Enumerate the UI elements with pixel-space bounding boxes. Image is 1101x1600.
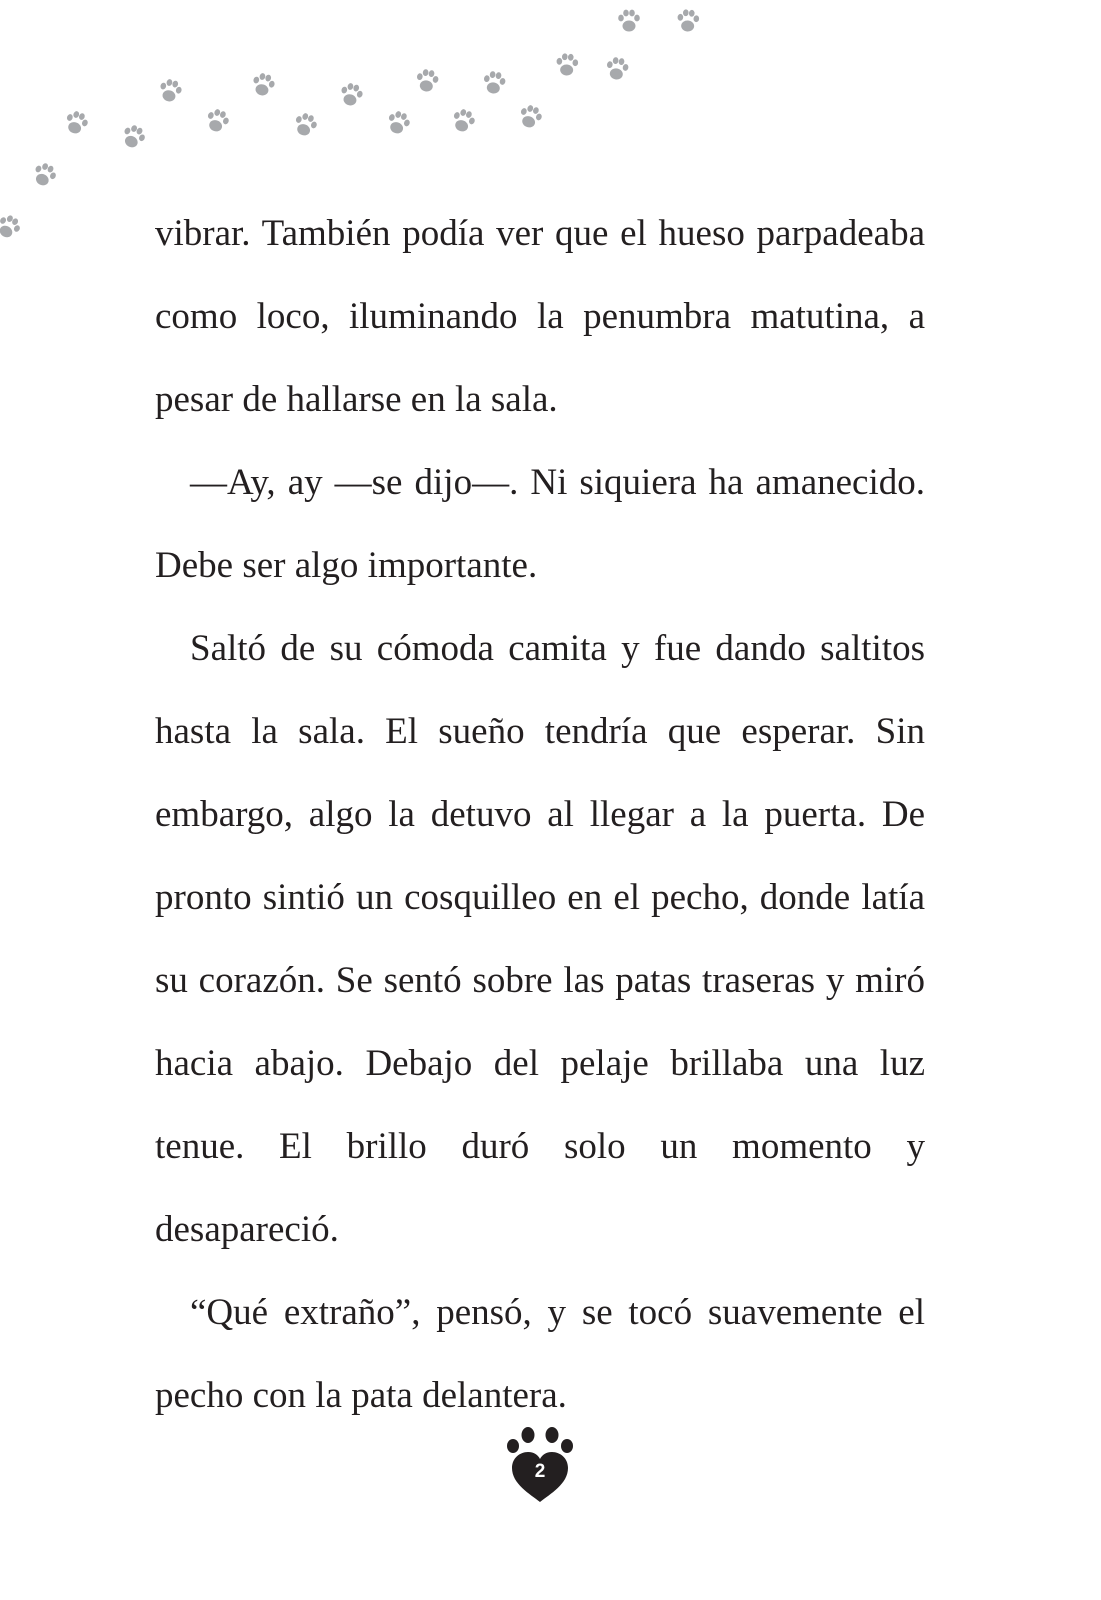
paw-print-icon — [618, 10, 640, 32]
paragraph: vibrar. También podía ver que el hueso parpadeaba como loco, iluminando la penumbra matutina, a pesar de hallarse en la sala. — [155, 213, 925, 420]
paw-print-icon — [250, 71, 277, 98]
paw-print-icon — [63, 109, 91, 137]
paw-print-icon — [605, 56, 630, 81]
paw-print-icon — [338, 81, 365, 108]
paw-print-icon — [204, 107, 232, 135]
paragraph: “Qué extraño”, pensó, y se tocó suavemente el pecho con la pata delantera. — [155, 1292, 925, 1416]
paragraph: Saltó de su cómoda camita y fue dando saltitos hasta la sala. El sueño tendría que esperar. Sin embargo, algo la detuvo al llegar a la puerta. De pronto sintió un cosquilleo en el pecho, donde latía su corazón. Se sentó sobre las patas traseras y miró hacia abajo. Debajo del pelaje brillaba una luz tenue. El brillo duró solo un momento y desapareció. — [155, 628, 925, 1250]
paw-print-icon — [385, 109, 413, 137]
story-text — [155, 192, 925, 1437]
paw-print-icon — [450, 107, 478, 135]
paw-print-icon — [30, 160, 59, 189]
page-number: 2 — [534, 1461, 546, 1482]
paragraph: —Ay, ay —se dijo—. Ni siquiera ha amanecido. Debe ser algo importante. — [155, 462, 925, 586]
paw-print-icon — [0, 212, 24, 242]
paw-print-icon — [292, 111, 320, 139]
paw-print-icon — [676, 9, 699, 33]
paw-print-icon — [415, 68, 440, 93]
paw-print-icon — [157, 77, 184, 104]
paw-print-icon — [482, 70, 507, 95]
paw-print-icon — [517, 103, 545, 131]
paw-print-icon — [555, 53, 578, 77]
page-number-badge — [500, 1424, 580, 1504]
paw-print-icon — [119, 122, 148, 151]
